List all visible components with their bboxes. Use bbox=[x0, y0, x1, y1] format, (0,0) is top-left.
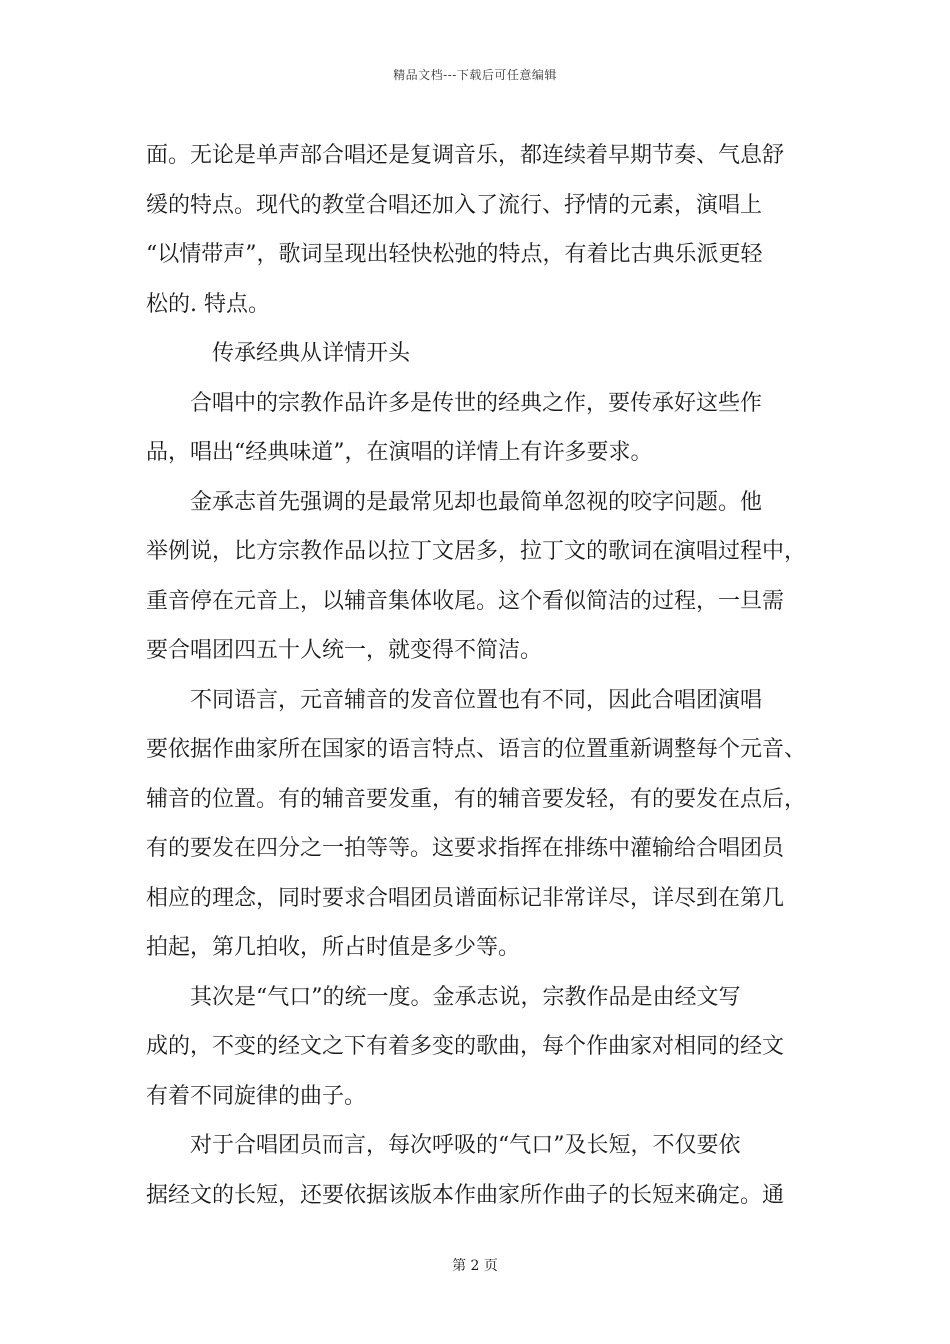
text-line: 有着不同旋律的曲子。 bbox=[146, 1083, 367, 1109]
page-header: 精品文档---下载后可任意编辑 bbox=[393, 68, 557, 82]
text-line: 成的，不变的经文之下有着多变的歌曲，每个作曲家对相同的经文 bbox=[146, 1034, 785, 1059]
paragraph-6 bbox=[146, 973, 810, 1122]
text-line: 重音停在元音上，以辅音集体收尾。这个看似简洁的过程，一旦需 bbox=[146, 588, 785, 614]
paragraph-1 bbox=[146, 131, 810, 329]
page-number: 第 2 页 bbox=[452, 1258, 498, 1274]
section-heading bbox=[146, 329, 810, 379]
text-line: 松的. 特点。 bbox=[146, 291, 270, 317]
section-heading-text: 传承经典从详情开头 bbox=[212, 341, 411, 366]
text-line: 金承志首先强调的是最常见却也最简单忽视的咬字问题。他 bbox=[190, 489, 763, 515]
paragraph-5 bbox=[146, 676, 810, 973]
text-line: 不同语言，元音辅音的发音位置也有不同，因此合唱团演唱 bbox=[190, 687, 763, 713]
text-line: 据经文的长短，还要依据该版本作曲家所作曲子的长短来确定。通 bbox=[146, 1182, 785, 1208]
text-line: 举例说，比方宗教作品以拉丁文居多，拉丁文的歌词在演唱过程中， bbox=[146, 539, 807, 564]
text-line: 面。无论是单声部合唱还是复调音乐，都连续着早期节奏、气息舒 bbox=[146, 143, 785, 168]
paragraph-7 bbox=[146, 1121, 810, 1220]
text-line: 其次是“气口”的统一度。金承志说，宗教作品是由经文写 bbox=[190, 984, 741, 1010]
text-line: 对于合唱团员而言，每次呼吸的“气口”及长短，不仅要依 bbox=[190, 1133, 741, 1158]
text-line: 辅音的位置。有的辅音要发重，有的辅音要发轻，有的要发在点后， bbox=[146, 786, 807, 812]
text-line: 相应的理念，同时要求合唱团员谱面标记非常详尽，详尽到在第几 bbox=[146, 885, 785, 911]
text-line: “以情带声”，歌词呈现出轻快松弛的特点，有着比古典乐派更轻 bbox=[146, 242, 763, 267]
text-line: 缓的特点。现代的教堂合唱还加入了流行、抒情的元素，演唱上 bbox=[146, 192, 763, 218]
text-line: 拍起，第几拍收，所占时值是多少等。 bbox=[146, 935, 521, 960]
text-line: 品，唱出“经典味道”，在演唱的详情上有许多要求。 bbox=[146, 440, 653, 465]
text-line: 要合唱团四五十人统一，就变得不简洁。 bbox=[146, 638, 543, 663]
text-line: 合唱中的宗教作品许多是传世的经典之作，要传承好这些作 bbox=[190, 390, 763, 416]
document-body bbox=[146, 131, 810, 1220]
text-line: 有的要发在四分之一拍等等。这要求指挥在排练中灌输给合唱团员 bbox=[146, 836, 785, 861]
paragraph-4 bbox=[146, 478, 810, 676]
paragraph-3 bbox=[146, 379, 810, 478]
text-line: 要依据作曲家所在国家的语言特点、语言的位置重新调整每个元音、 bbox=[146, 737, 807, 762]
